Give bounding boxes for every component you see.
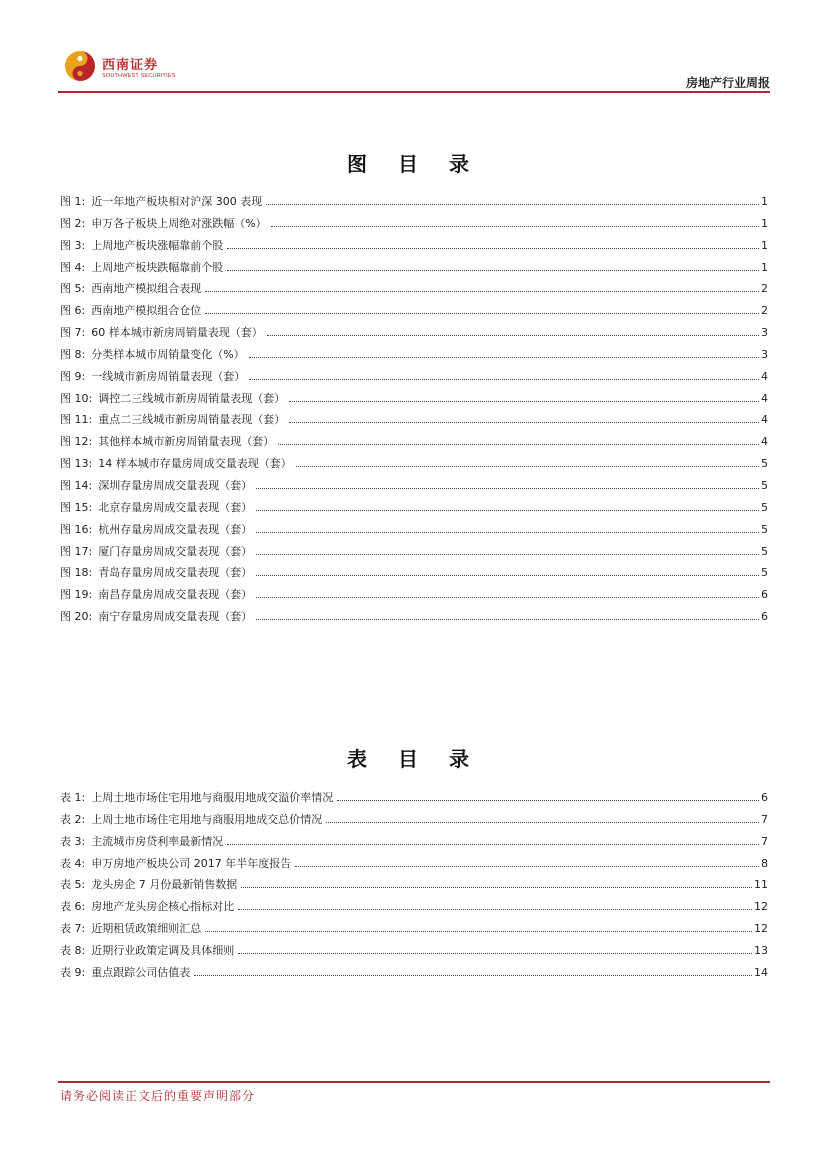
entry-label: 图 4: — [60, 260, 86, 274]
figure-list-item[interactable] — [60, 366, 768, 388]
leader-dots — [256, 531, 759, 533]
table-list-item[interactable] — [60, 831, 768, 853]
figure-list-item[interactable] — [60, 497, 768, 519]
entry-label: 图 16: — [60, 522, 93, 536]
logo-english-name: SOUTHWEST SECURITIES — [102, 73, 176, 79]
entry-title: 西南地产模拟组合表现 — [91, 282, 202, 296]
entry-title: 60 样本城市新房周销量表现（套） — [91, 326, 263, 340]
entry-page: 5 — [761, 522, 768, 536]
figure-list-item[interactable] — [60, 257, 768, 279]
entry-page: 4 — [761, 435, 768, 449]
entry-label: 图 13: — [60, 457, 93, 471]
entry-title: 重点跟踪公司估值表 — [91, 965, 191, 979]
leader-dots — [295, 865, 759, 867]
entry-label: 图 19: — [60, 588, 93, 602]
table-list-title: 表 目 录 — [347, 747, 481, 771]
entry-label: 表 3: — [60, 834, 86, 848]
entry-label: 表 9: — [60, 965, 86, 979]
entry-label: 表 2: — [60, 812, 86, 826]
leader-dots — [256, 574, 759, 576]
entry-label: 图 7: — [60, 326, 86, 340]
entry-page: 13 — [754, 943, 768, 957]
leader-dots — [227, 247, 759, 249]
figure-list-item[interactable] — [60, 322, 768, 344]
figure-list-item[interactable] — [60, 191, 768, 213]
figure-list-title: 图 目 录 — [347, 152, 481, 176]
entry-label: 图 8: — [60, 347, 86, 361]
entry-page: 12 — [754, 900, 768, 914]
entry-page: 6 — [761, 610, 768, 624]
table-list-item[interactable] — [60, 940, 768, 962]
entry-title: 南昌存量房周成交量表现（套） — [98, 588, 253, 602]
entry-label: 图 17: — [60, 544, 93, 558]
leader-dots — [205, 930, 752, 932]
leader-dots — [278, 443, 759, 445]
footer-divider — [58, 1081, 770, 1083]
entry-title: 申万房地产板块公司 2017 年半年度报告 — [91, 856, 292, 870]
entry-page: 1 — [761, 260, 768, 274]
figure-list-item[interactable] — [60, 431, 768, 453]
entry-label: 图 9: — [60, 369, 86, 383]
entry-title: 分类样本城市周销量变化（%） — [91, 347, 245, 361]
figure-list-item[interactable] — [60, 344, 768, 366]
leader-dots — [256, 596, 759, 598]
entry-label: 图 10: — [60, 391, 93, 405]
entry-title: 主流城市房贷利率最新情况 — [91, 834, 224, 848]
leader-dots — [205, 312, 759, 314]
entry-page: 3 — [761, 347, 768, 361]
entry-title: 杭州存量房周成交量表现（套） — [98, 522, 253, 536]
entry-label: 图 20: — [60, 610, 93, 624]
entry-title: 西南地产模拟组合仓位 — [91, 304, 202, 318]
figure-list-item[interactable] — [60, 606, 768, 628]
figure-list-item[interactable] — [60, 213, 768, 235]
entry-title: 上周土地市场住宅用地与商服用地成交总价情况 — [91, 812, 323, 826]
leader-dots — [241, 886, 752, 888]
logo-icon — [64, 50, 96, 82]
entry-title: 调控二三线城市新房周销量表现（套） — [98, 391, 286, 405]
company-logo — [64, 50, 184, 84]
table-list-item[interactable] — [60, 853, 768, 875]
leader-dots — [267, 334, 759, 336]
entry-page: 3 — [761, 326, 768, 340]
entry-title: 重点二三线城市新房周销量表现（套） — [98, 413, 286, 427]
figure-list-item[interactable] — [60, 388, 768, 410]
entry-page: 6 — [761, 588, 768, 602]
entry-page: 2 — [761, 304, 768, 318]
header-divider — [58, 91, 770, 93]
entry-label: 表 4: — [60, 856, 86, 870]
leader-dots — [256, 487, 759, 489]
figure-list-item[interactable] — [60, 453, 768, 475]
leader-dots — [249, 378, 759, 380]
leader-dots — [238, 908, 752, 910]
table-list-item[interactable] — [60, 962, 768, 984]
figure-list-item[interactable] — [60, 519, 768, 541]
leader-dots — [205, 290, 759, 292]
entry-label: 图 12: — [60, 435, 93, 449]
entry-label: 图 15: — [60, 500, 93, 514]
entry-label: 表 5: — [60, 878, 86, 892]
leader-dots — [289, 421, 759, 423]
entry-page: 5 — [761, 500, 768, 514]
figure-list-item[interactable] — [60, 278, 768, 300]
entry-page: 6 — [761, 791, 768, 804]
leader-dots — [256, 509, 759, 511]
report-type: 房地产行业周报 — [685, 76, 770, 90]
leader-dots — [289, 400, 759, 402]
table-list-item[interactable] — [60, 874, 768, 896]
entry-page: 5 — [761, 544, 768, 558]
entry-label: 图 14: — [60, 478, 93, 492]
entry-label: 图 18: — [60, 566, 93, 580]
entry-label: 表 6: — [60, 900, 86, 914]
figure-list-item[interactable] — [60, 300, 768, 322]
footer-disclaimer: 请务必阅读正文后的重要声明部分 — [60, 1089, 256, 1103]
leader-dots — [337, 799, 759, 801]
figure-list — [60, 191, 768, 628]
entry-title: 北京存量房周成交量表现（套） — [98, 500, 253, 514]
entry-title: 南宁存量房周成交量表现（套） — [98, 610, 253, 624]
entry-label: 表 1: — [60, 791, 86, 804]
entry-label: 图 1: — [60, 195, 86, 208]
leader-dots — [238, 952, 752, 954]
table-list-item[interactable] — [60, 809, 768, 831]
figure-list-item[interactable] — [60, 235, 768, 257]
entry-title: 近期租赁政策细则汇总 — [91, 922, 202, 936]
entry-page: 14 — [754, 965, 768, 979]
entry-page: 2 — [761, 282, 768, 296]
entry-page: 1 — [761, 216, 768, 230]
entry-title: 厦门存量房周成交量表现（套） — [98, 544, 253, 558]
entry-label: 图 6: — [60, 304, 86, 318]
figure-list-item[interactable] — [60, 475, 768, 497]
entry-title: 上周地产板块跌幅靠前个股 — [91, 260, 224, 274]
leader-dots — [256, 618, 759, 620]
entry-title: 上周地产板块涨幅靠前个股 — [91, 238, 224, 252]
leader-dots — [271, 225, 759, 227]
entry-page: 7 — [761, 812, 768, 826]
entry-title: 深圳存量房周成交量表现（套） — [98, 478, 253, 492]
leader-dots — [227, 843, 759, 845]
leader-dots — [256, 553, 759, 555]
entry-title: 龙头房企 7 月份最新销售数据 — [91, 878, 238, 892]
entry-title: 近一年地产板块相对沪深 300 表现 — [91, 195, 263, 208]
leader-dots — [227, 269, 759, 271]
entry-title: 14 样本城市存量房周成交量表现（套） — [98, 457, 292, 471]
entry-page: 4 — [761, 413, 768, 427]
entry-label: 图 11: — [60, 413, 93, 427]
entry-page: 5 — [761, 478, 768, 492]
entry-page: 1 — [761, 195, 768, 208]
entry-label: 图 5: — [60, 282, 86, 296]
figure-list-item[interactable] — [60, 584, 768, 606]
entry-page: 11 — [754, 878, 768, 892]
entry-title: 房地产龙头房企核心指标对比 — [91, 900, 235, 914]
entry-title: 近期行业政策定调及具体细则 — [91, 943, 235, 957]
entry-title: 申万各子板块上周绝对涨跌幅（%） — [91, 216, 267, 230]
leader-dots — [249, 356, 759, 358]
leader-dots — [326, 821, 759, 823]
entry-title: 青岛存量房周成交量表现（套） — [98, 566, 253, 580]
entry-label: 图 3: — [60, 238, 86, 252]
page-header — [58, 44, 770, 92]
entry-page: 4 — [761, 369, 768, 383]
table-list — [60, 787, 768, 984]
entry-title: 上周土地市场住宅用地与商服用地成交溢价率情况 — [91, 791, 334, 804]
figure-list-item[interactable] — [60, 541, 768, 563]
logo-chinese-name: 西南证券 — [102, 58, 159, 73]
entry-page: 5 — [761, 457, 768, 471]
table-list-item[interactable] — [60, 896, 768, 918]
entry-label: 表 7: — [60, 922, 86, 936]
entry-page: 4 — [761, 391, 768, 405]
figure-list-item[interactable] — [60, 409, 768, 431]
entry-title: 一线城市新房周销量表现（套） — [91, 369, 246, 383]
entry-label: 表 8: — [60, 943, 86, 957]
leader-dots — [194, 974, 752, 976]
entry-page: 8 — [761, 856, 768, 870]
entry-label: 图 2: — [60, 216, 86, 230]
entry-title: 其他样本城市新房周销量表现（套） — [98, 435, 275, 449]
leader-dots — [296, 465, 759, 467]
entry-page: 5 — [761, 566, 768, 580]
table-list-item[interactable] — [60, 918, 768, 940]
leader-dots — [266, 203, 759, 205]
entry-page: 12 — [754, 922, 768, 936]
figure-list-item[interactable] — [60, 562, 768, 584]
entry-page: 7 — [761, 834, 768, 848]
table-list-item[interactable] — [60, 787, 768, 809]
entry-page: 1 — [761, 238, 768, 252]
